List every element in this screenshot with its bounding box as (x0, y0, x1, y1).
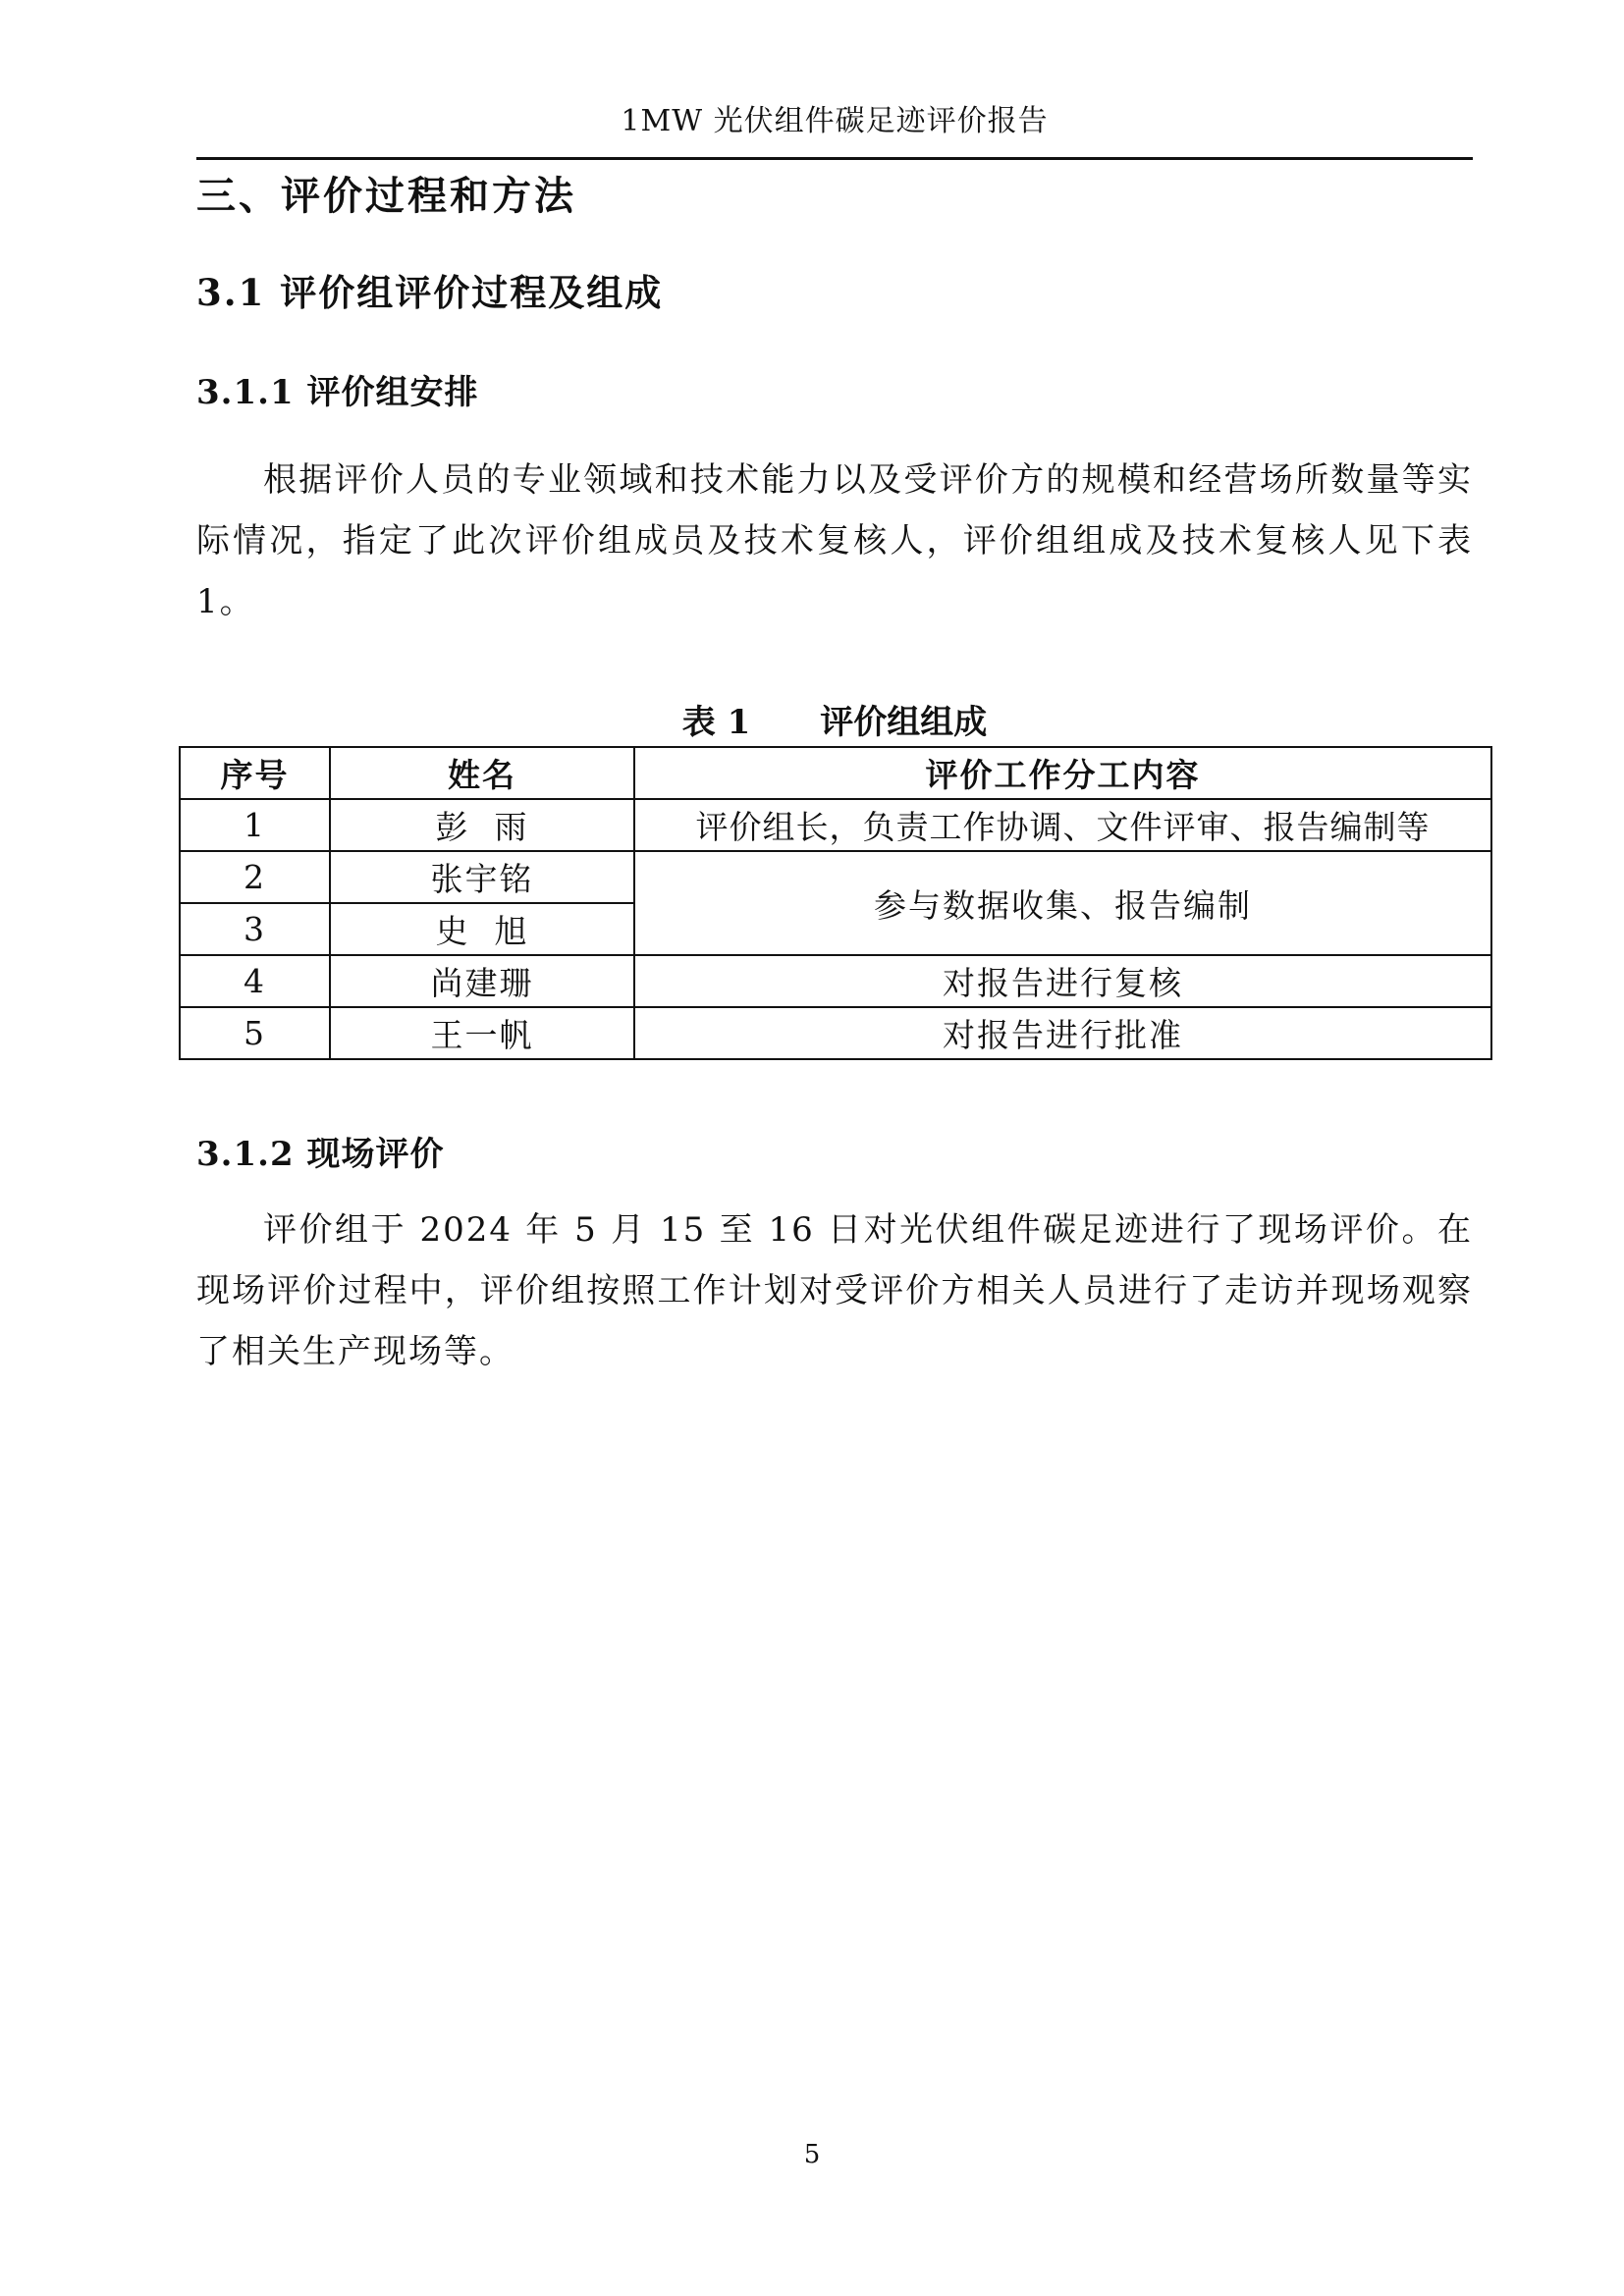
arrangement-heading: 3.1.1 评价组安排 (196, 373, 479, 412)
evaluation-team-table (179, 746, 1492, 1060)
table-header-row (180, 747, 1491, 799)
table-row (180, 851, 1491, 903)
table-row (180, 955, 1491, 1007)
page-header-title: 1MW 光伏组件碳足迹评价报告 (621, 104, 1049, 138)
site-evaluation-paragraph: 评价组于 2024 年 5 月 15 至 16 日对光伏组件碳足迹进行了现场评价。在现场评价过程中，评价组按照工作计划对受评价方相关人员进行了走访并现场观察了相关生产现场等。 (196, 1210, 1473, 1371)
page-number: 5 (803, 2140, 821, 2169)
column-header-duty: 评价工作分工内容 (634, 747, 1491, 799)
row-no: 3 (180, 903, 330, 955)
row-no: 5 (180, 1007, 330, 1059)
table-row (180, 1007, 1491, 1059)
row-name: 张宇铭 (330, 851, 634, 903)
row-no: 2 (180, 851, 330, 903)
row-duty: 对报告进行批准 (634, 1007, 1491, 1059)
row-name: 王一帆 (330, 1007, 634, 1059)
header-divider (196, 157, 1473, 160)
table-row (180, 799, 1491, 851)
row-no: 4 (180, 955, 330, 1007)
table-caption: 表 1 评价组组成 (681, 703, 988, 742)
row-no: 1 (180, 799, 330, 851)
row-duty-merged: 参与数据收集、报告编制 (634, 851, 1491, 955)
row-name: 史 旭 (330, 903, 634, 955)
section-title: 三、评价过程和方法 (196, 173, 576, 219)
row-duty: 对报告进行复核 (634, 955, 1491, 1007)
site-evaluation-heading: 3.1.2 现场评价 (196, 1135, 445, 1174)
column-header-name: 姓名 (330, 747, 634, 799)
row-duty: 评价组长，负责工作协调、文件评审、报告编制等 (634, 799, 1491, 851)
row-name: 尚建珊 (330, 955, 634, 1007)
row-name: 彭 雨 (330, 799, 634, 851)
column-header-no: 序号 (180, 747, 330, 799)
subsection-title: 3.1 评价组评价过程及组成 (196, 271, 664, 314)
arrangement-paragraph: 根据评价人员的专业领域和技术能力以及受评价方的规模和经营场所数量等实际情况，指定了此次评价组成员及技术复核人，评价组组成及技术复核人见下表 1。 (196, 460, 1473, 621)
